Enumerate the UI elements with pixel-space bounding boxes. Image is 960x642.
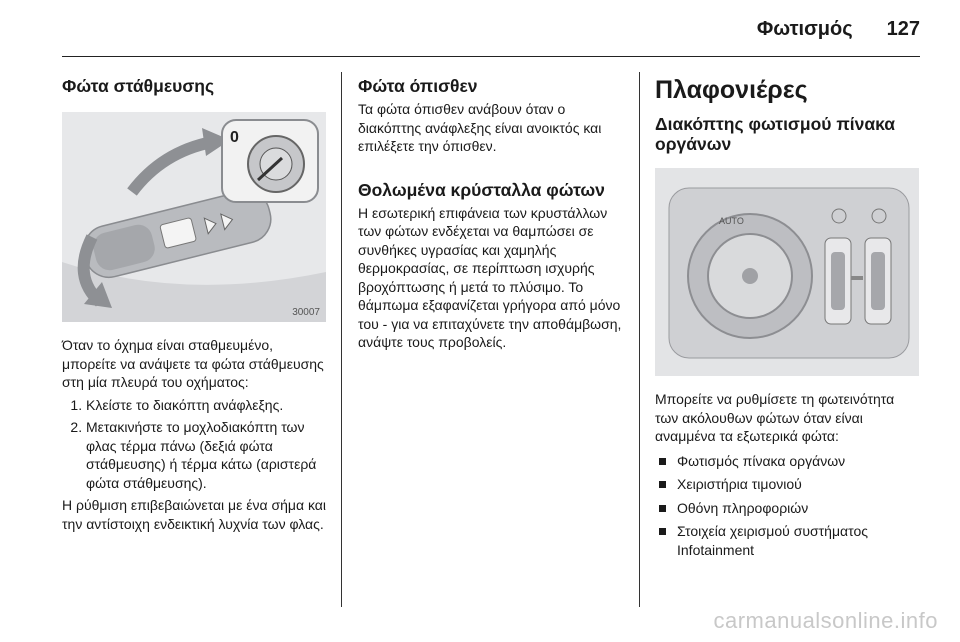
illumination-list	[655, 452, 919, 560]
column-divider-1	[341, 72, 342, 607]
figure-number: 30007	[292, 307, 320, 318]
fogged-lenses-text: Η εσωτερική επιφάνεια των κρυστάλλων των φώτων ενδέχεται να θαμπώσει σε συνθήκες υγρασίας και χαμηλής θερμοκρασίας, σε περίπτωση ισχυρής βροχόπτωσης ή μετά το πλύσιμο. Το θάμπωμα εξαφανίζεται γρήγορα από μόνο του - για να επιταχύνετε την αποθάμβωση, ανάψτε τους προβολείς.	[358, 204, 622, 350]
ignition-off-label: 0	[230, 129, 239, 146]
light-switch-drawing	[655, 168, 919, 376]
section-heading-parking-lights: Φώτα στάθμευσης	[62, 76, 215, 96]
parking-outro-text: Η ρύθμιση επιβεβαιώνεται με ένα σήμα και την αντίστοιχη ενδεικτική λυχνία των φλας.	[62, 497, 326, 532]
list-item: 1. Κλείστε το διακόπτη ανάφλεξης.	[86, 396, 326, 415]
column-interior-lights	[655, 76, 919, 564]
page-number: 127	[886, 18, 920, 40]
column-reversing-lights	[358, 76, 622, 352]
section-heading-reversing-lights: Φώτα όπισθεν	[358, 76, 478, 96]
parking-steps-list	[62, 396, 326, 493]
brightness-intro-text: Μπορείτε να ρυθμίσετε τη φωτεινότητα των ακόλουθων φώτων όταν είναι αναμμένα τα εξωτερικά φώτα:	[655, 391, 895, 444]
list-item: Χειριστήρια τιμονιού	[655, 475, 919, 494]
list-item: 2. Μετακινήστε το μοχλοδιακόπτη των φλας τέρμα πάνω (δεξιά φώτα στάθμευσης) ή τέρμα κάτω (αριστερά φώτα στάθμευσης).	[86, 418, 326, 492]
page-header	[757, 18, 920, 41]
column-parking-lights	[62, 76, 326, 533]
reversing-lights-text: Τα φώτα όπισθεν ανάβουν όταν ο διακόπτης ανάφλεξης είναι ανοικτός και επιλέξετε την όπισθεν.	[358, 101, 602, 154]
list-item: Φωτισμός πίνακα οργάνων	[655, 452, 919, 471]
parking-intro-text: Όταν το όχημα είναι σταθμευμένο, μπορείτε να ανάψετε τα φώτα στάθμευσης στη μία πλευρά του οχήματος:	[62, 337, 324, 390]
subheading-instrument-illumination: Διακόπτης φωτισμού πίνακα οργάνων	[655, 114, 896, 154]
turn-signal-stalk-illustration	[62, 112, 326, 322]
list-item: Στοιχεία χειρισμού συστήματος Infotainment	[655, 522, 919, 559]
list-item: Οθόνη πληροφοριών	[655, 499, 919, 518]
light-switch-illustration	[655, 168, 919, 376]
site-watermark: carmanualsonline.info	[713, 608, 938, 633]
chapter-title: Φωτισμός	[756, 18, 853, 40]
section-heading-fogged-lenses: Θολωμένα κρύσταλλα φώτων	[358, 179, 605, 200]
column-divider-2	[639, 72, 640, 607]
stalk-drawing	[62, 112, 326, 322]
header-rule	[62, 56, 920, 57]
auto-label: AUTO	[719, 216, 744, 226]
section-heading-interior-lights: Πλαφονιέρες	[655, 76, 808, 104]
